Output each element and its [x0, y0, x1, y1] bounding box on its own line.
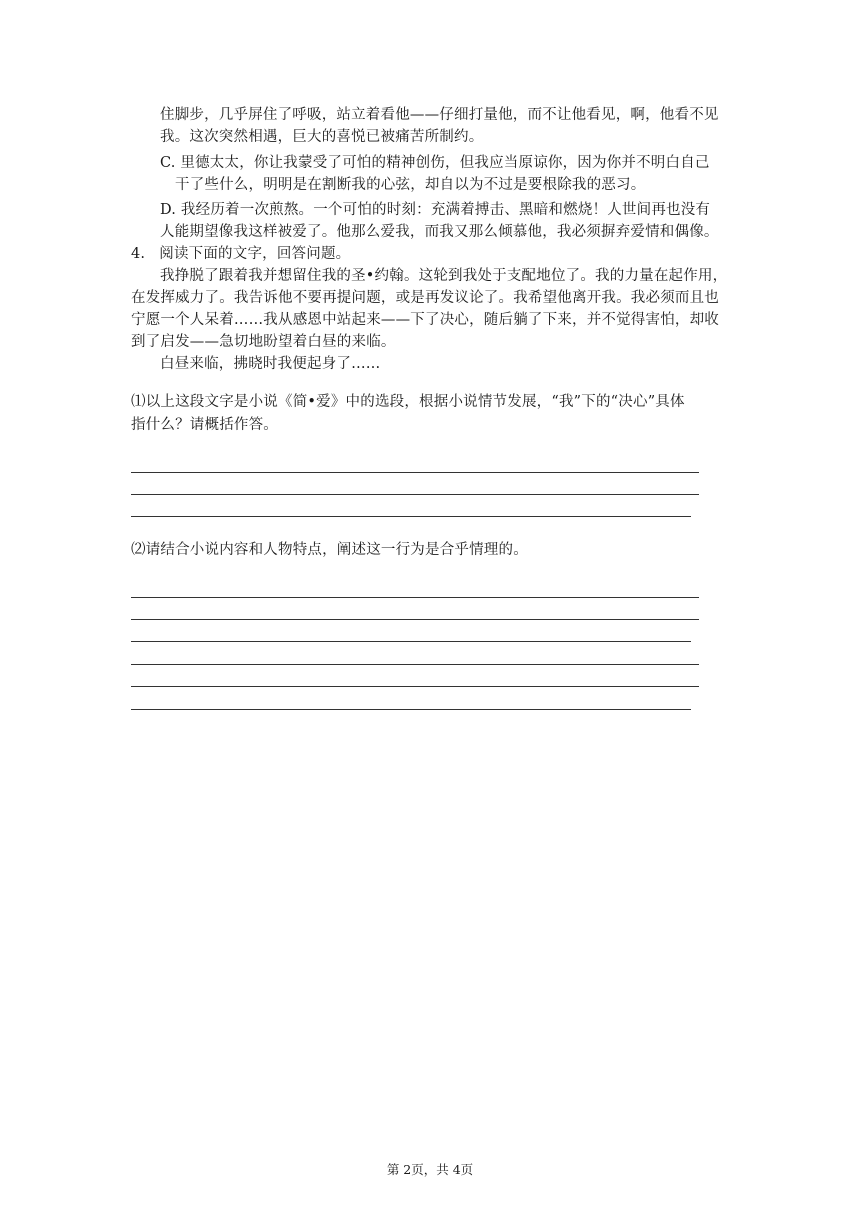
- sub-question-1-line-1: ⑴以上这段文字是小说《简•爱》中的选段，根据小说情节发展，“我”下的“决心”具体: [131, 394, 685, 410]
- passage-end: 白昼来临，拂晓时我便起身了……: [160, 356, 381, 372]
- option-d-line-1: D. 我经历着一次煎熬。一个可怕的时刻：充满着搏击、黑暗和燃烧！人世间再也没有: [160, 202, 711, 218]
- answer-line-2-1[interactable]: [131, 597, 699, 598]
- question-4-header: [131, 243, 350, 265]
- option-b-line-1: [160, 104, 730, 126]
- answer-line-1-2[interactable]: [131, 494, 699, 495]
- page-footer: 第 2页，共 4页: [386, 1162, 474, 1177]
- option-b-line-2: 我。这次突然相遇，巨大的喜悦已被痛苦所制约。: [160, 129, 484, 145]
- passage-line-2: 在发挥威力了。我告诉他不要再提问题，或是再发议论了。我希望他离开我。我必须而且也: [131, 290, 719, 306]
- option-d-line-2: 人能期望像我这样被爱了。他那么爱我，而我又那么倾慕他，我必须摒弃爱情和偶像。: [160, 224, 719, 240]
- passage-line-1: 我挣脱了跟着我并想留住我的圣•约翰。这轮到我处于支配地位了。我的力量在起作用，: [160, 268, 728, 284]
- sub-question-2: ⑵请结合小说内容和人物特点，阐述这一行为是合乎情理的。: [131, 542, 528, 558]
- answer-line-2-3[interactable]: [131, 641, 691, 642]
- option-b-text-1: 住脚步，几乎屏住了呼吸，站立着看他——仔细打量他，而不让他看见，啊，他看不见: [160, 107, 719, 123]
- answer-line-2-6[interactable]: [131, 709, 691, 710]
- answer-line-2-5[interactable]: [131, 686, 699, 687]
- option-c-line-2: 干了些什么，明明是在割断我的心弦，却自以为不过是要根除我的恶习。: [175, 177, 646, 193]
- question-4-number: 4.: [131, 246, 146, 262]
- answer-line-2-2[interactable]: [131, 619, 699, 620]
- answer-line-1-1[interactable]: [131, 472, 699, 473]
- answer-line-1-3[interactable]: [131, 516, 691, 517]
- passage-line-4: 到了启发——急切地盼望着白昼的来临。: [131, 334, 396, 350]
- question-4-prompt: 阅读下面的文字，回答问题。: [159, 246, 351, 262]
- passage-line-3: 宁愿一个人呆着……我从感恩中站起来——下了决心，随后躺了下来，并不觉得害怕，却收: [131, 312, 719, 328]
- sub-question-1-line-2: 指什么？请概括作答。: [131, 417, 278, 433]
- answer-line-2-4[interactable]: [131, 664, 699, 665]
- option-c-line-1: C. 里德太太，你让我蒙受了可怕的精神创伤，但我应当原谅你，因为你并不明白自己: [160, 155, 710, 171]
